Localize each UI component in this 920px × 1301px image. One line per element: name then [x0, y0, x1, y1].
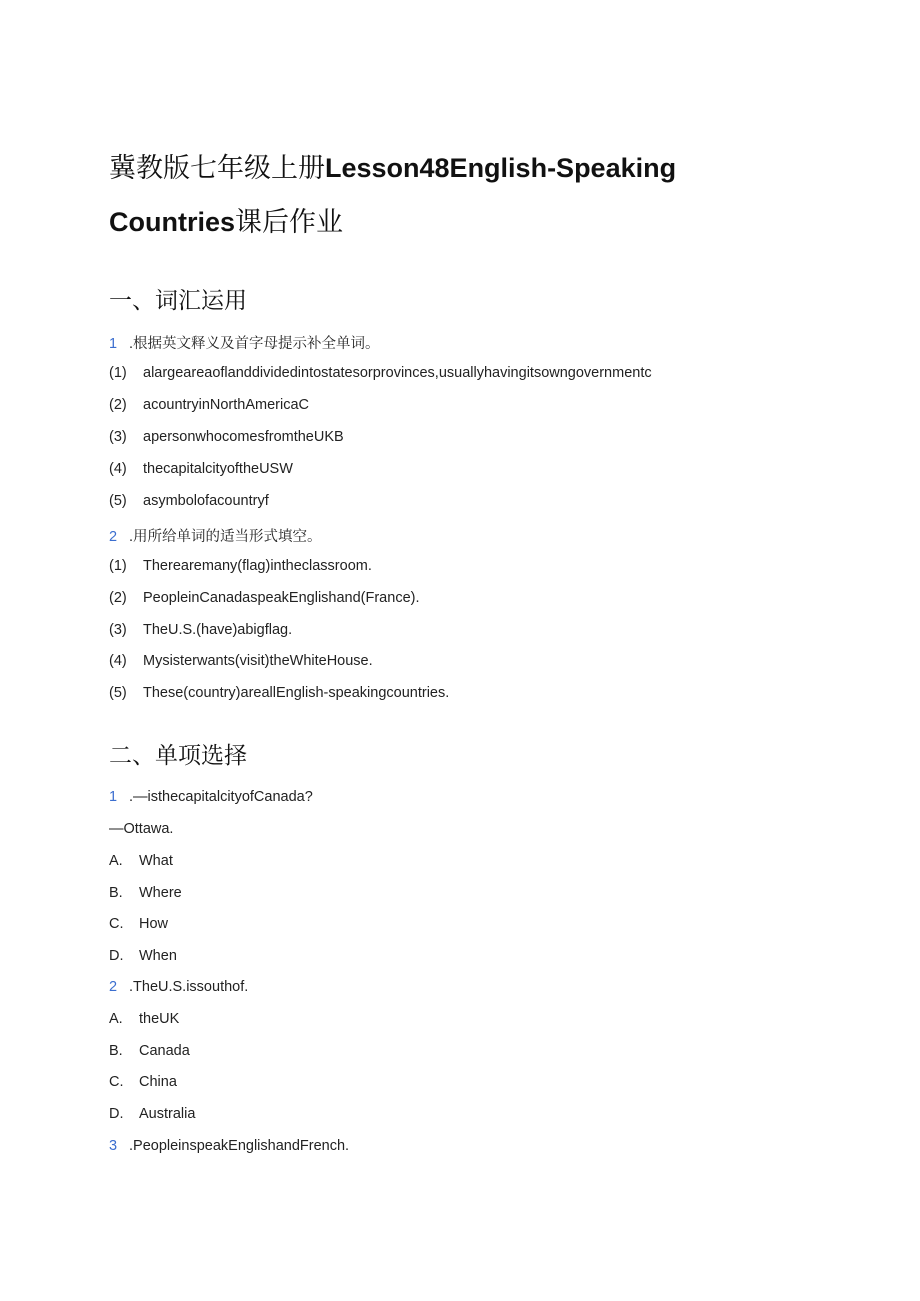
vocab-item — [109, 365, 652, 381]
item-label: (2) — [109, 590, 127, 606]
mc-question-2 — [109, 979, 248, 995]
instruction-text: .根据英文释义及首字母提示补全单词。 — [129, 336, 380, 352]
item-label: (3) — [109, 622, 127, 638]
item-label: (2) — [109, 397, 127, 413]
item-text: These(country)areallEnglish-speakingcountries. — [143, 685, 450, 701]
title-en-part-2: Countries — [109, 207, 236, 237]
question-2-instruction — [109, 525, 322, 546]
mc-option — [109, 948, 177, 964]
option-label: A. — [109, 853, 123, 869]
mc-option — [109, 916, 168, 932]
option-label: B. — [109, 885, 123, 901]
item-text: thecapitalcityoftheUSW — [143, 461, 293, 477]
item-label: (3) — [109, 429, 127, 445]
fill-item — [109, 622, 292, 638]
option-text: When — [139, 948, 177, 964]
instruction-text: .用所给单词的适当形式填空。 — [129, 529, 322, 545]
option-text: Australia — [139, 1106, 196, 1122]
item-text: asymbolofacountryf — [143, 493, 269, 509]
mc-option — [109, 1011, 179, 1027]
question-number: 2 — [109, 979, 118, 995]
option-text: Where — [139, 885, 182, 901]
mc-option — [109, 1043, 190, 1059]
title-line-1 — [109, 146, 676, 185]
title-en-part-1: Lesson48English-Speaking — [325, 153, 677, 183]
vocab-item — [109, 429, 344, 445]
fill-item — [109, 558, 372, 574]
mc-option — [109, 885, 182, 901]
vocab-item — [109, 461, 293, 477]
item-label: (1) — [109, 558, 127, 574]
item-text: acountryinNorthAmericaC — [143, 397, 310, 413]
vocab-item — [109, 493, 269, 509]
fill-item — [109, 653, 373, 669]
title-line-2 — [109, 200, 343, 239]
option-label: C. — [109, 916, 124, 932]
item-label: (5) — [109, 685, 127, 701]
mc-question-3 — [109, 1138, 349, 1154]
mc-question-1 — [109, 789, 313, 805]
section-heading-multiple-choice: 二、单项选择 — [109, 742, 247, 768]
fill-item — [109, 685, 449, 701]
title-cn-part-1: 冀教版七年级上册 — [109, 153, 325, 183]
question-1-instruction — [109, 332, 380, 353]
section-heading-vocabulary: 一、词汇运用 — [109, 287, 247, 313]
question-text: .PeopleinspeakEnglishandFrench. — [129, 1138, 350, 1154]
question-text: .TheU.S.issouthof. — [129, 979, 249, 995]
question-number: 1 — [109, 789, 118, 805]
item-label: (5) — [109, 493, 127, 509]
vocab-item — [109, 397, 309, 413]
option-text: Canada — [139, 1043, 190, 1059]
item-text: Therearemany(flag)intheclassroom. — [143, 558, 372, 574]
option-text: How — [139, 916, 169, 932]
item-label: (1) — [109, 365, 127, 381]
option-label: D. — [109, 948, 124, 964]
item-text: Mysisterwants(visit)theWhiteHouse. — [143, 653, 373, 669]
mc-answer-line: —Ottawa. — [109, 821, 174, 837]
title-cn-part-2: 课后作业 — [235, 207, 344, 237]
option-label: B. — [109, 1043, 123, 1059]
option-label: C. — [109, 1074, 124, 1090]
item-label: (4) — [109, 653, 127, 669]
mc-option — [109, 853, 173, 869]
item-label: (4) — [109, 461, 127, 477]
item-text: PeopleinCanadaspeakEnglishand(France). — [143, 590, 420, 606]
question-number: 1 — [109, 336, 118, 352]
mc-option — [109, 1106, 195, 1122]
option-text: What — [139, 853, 173, 869]
option-text: China — [139, 1074, 177, 1090]
fill-item — [109, 590, 419, 606]
item-text: alargeareaoflanddividedintostatesorprovinces,usuallyhavingitsowngovernmentc — [143, 365, 652, 381]
option-label: A. — [109, 1011, 123, 1027]
question-text: .—isthecapitalcityofCanada? — [129, 789, 313, 805]
question-number: 3 — [109, 1138, 118, 1154]
option-text: theUK — [139, 1011, 180, 1027]
option-label: D. — [109, 1106, 124, 1122]
item-text: TheU.S.(have)abigflag. — [143, 622, 293, 638]
question-number: 2 — [109, 529, 118, 545]
item-text: apersonwhocomesfromtheUKB — [143, 429, 344, 445]
mc-option — [109, 1074, 177, 1090]
